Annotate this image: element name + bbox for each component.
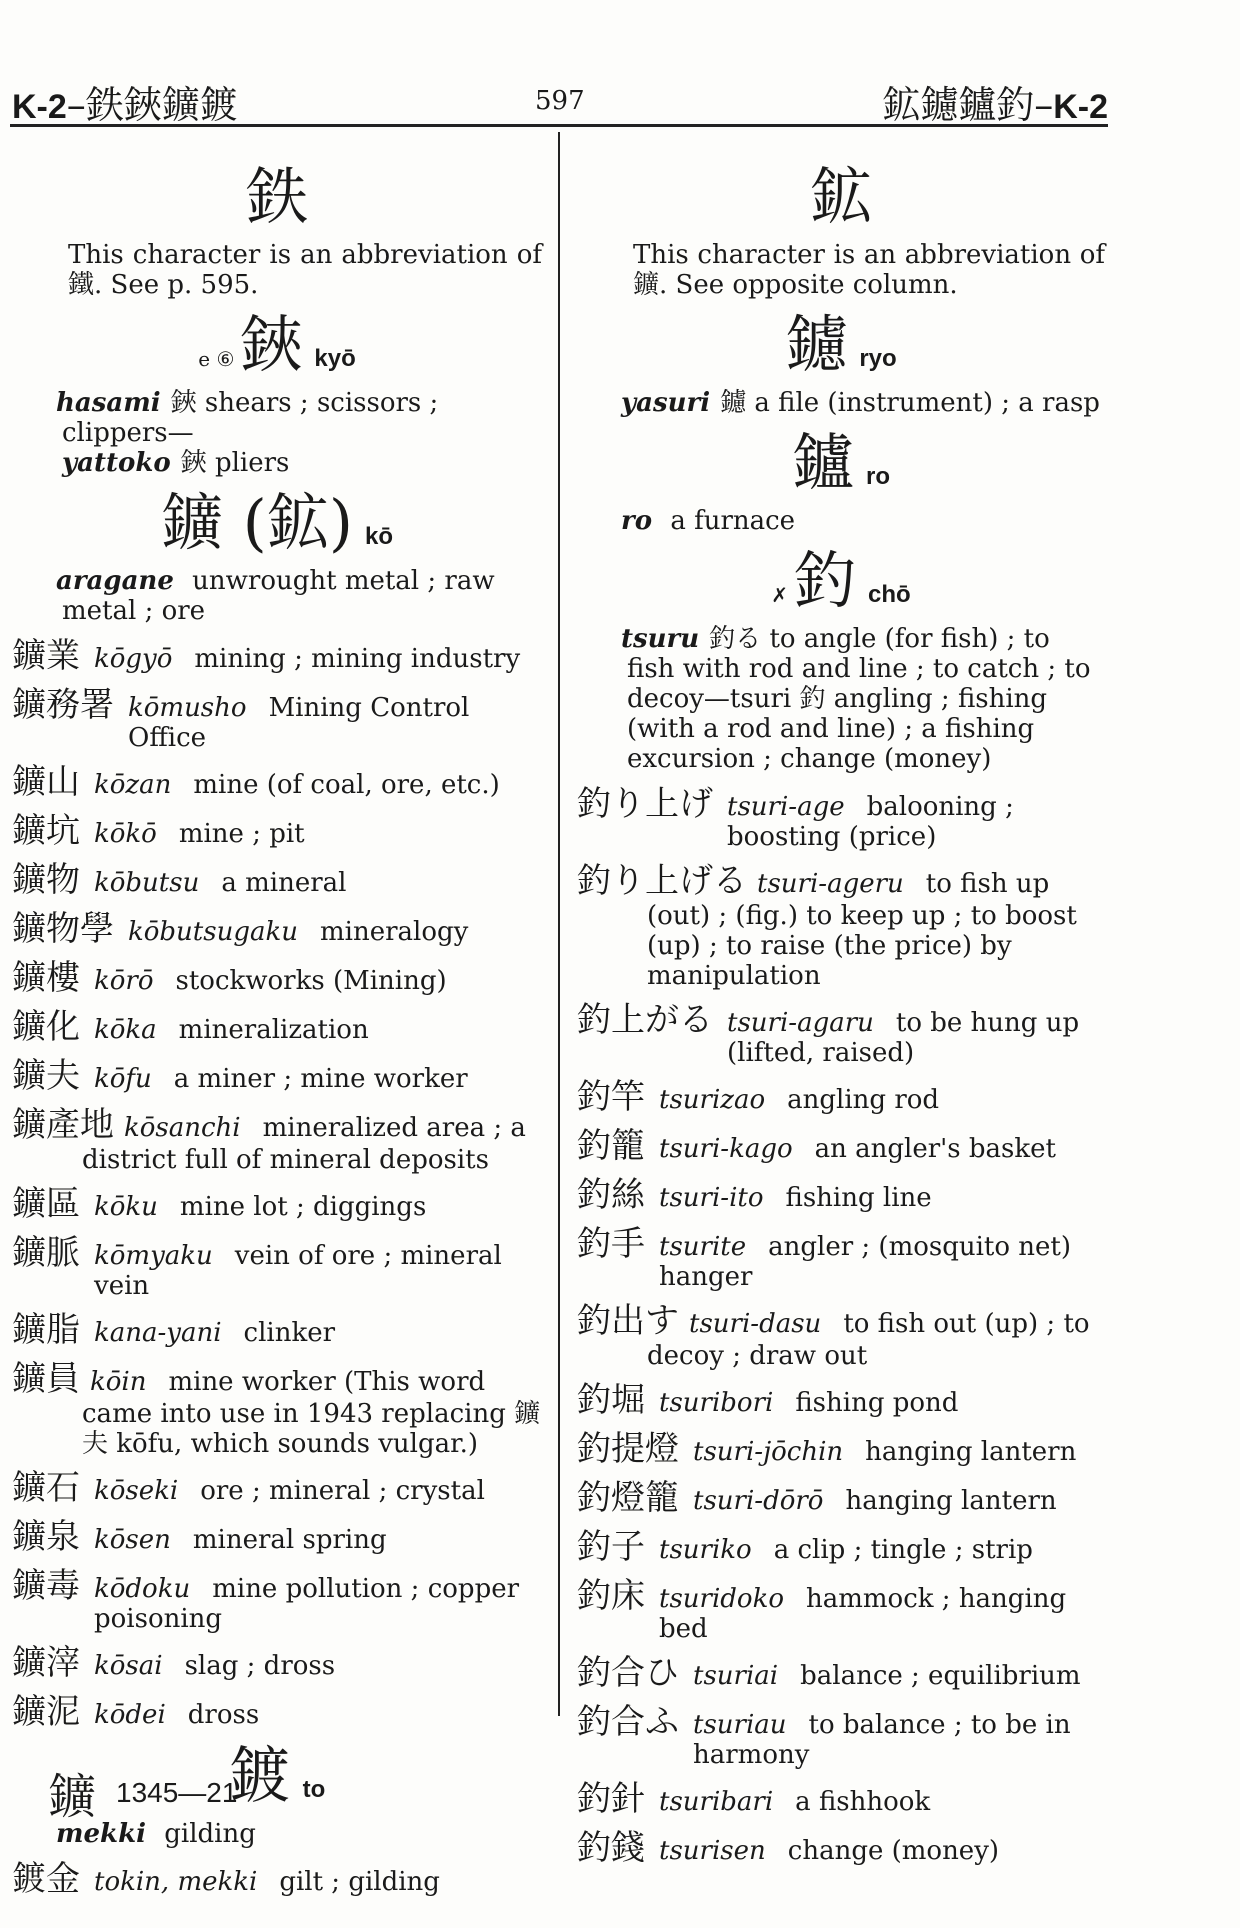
compound-body (645, 1134, 1105, 1164)
romanization: kōzan (94, 770, 172, 800)
romanization: tsuribori (659, 1388, 774, 1418)
gloss: to fish out (up) ; to decoy ; draw out (647, 1309, 1090, 1371)
compound-entry (12, 811, 542, 851)
usage-example (12, 388, 542, 478)
compound-head: 鑛脈 (12, 1233, 80, 1273)
compound-body (114, 917, 542, 947)
header-left (12, 74, 238, 129)
abbreviation-note: This character is an abbreviation of 鐵. See p. 595. (68, 240, 542, 300)
compound-entry (12, 1566, 542, 1634)
usage-example (577, 506, 1105, 536)
compound-head: 釣合ふ (577, 1702, 679, 1742)
compound-entry (12, 1233, 542, 1301)
lemma: tsuru (621, 624, 700, 654)
lemma: yasuri (621, 388, 711, 418)
compound-entry (12, 685, 542, 753)
compound-head: 鑛物學 (12, 909, 114, 949)
lemma: aragane (56, 566, 174, 596)
compound-entry (577, 1301, 1105, 1371)
compound-entry (577, 784, 1105, 852)
gloss: gilt ; gilding (279, 1867, 440, 1897)
compound-head: 釣り上げる (577, 861, 747, 901)
compound-entry (577, 1175, 1105, 1215)
header-right (882, 74, 1108, 129)
gloss: pliers (214, 448, 290, 478)
compound-body (80, 868, 542, 898)
romanization: kana-yani (94, 1318, 222, 1348)
gloss: to be hung up (lifted, raised) (727, 1008, 1080, 1068)
compound-entry (12, 1310, 542, 1350)
gloss: change (money) (787, 1836, 1000, 1866)
usage-example (577, 624, 1105, 774)
romanization: tsuridoko (659, 1584, 784, 1614)
header-left-chars: –鉄鋏鑛鍍 (66, 83, 238, 127)
compound-body (80, 644, 542, 674)
kanji-char: 鍍 (228, 1739, 291, 1812)
romanization: kōin (90, 1367, 147, 1397)
gloss: to angle (for fish) ; to fish with rod and line ; to catch ; to decoy—tsuri 釣 angling ; fishing (with a rod and line) ; a fishing excursion ; change (money) (627, 624, 1091, 774)
compound-body (713, 792, 1105, 852)
romanization: tsurisen (659, 1836, 766, 1866)
gloss: ore ; mineral ; crystal (200, 1476, 485, 1506)
compound-entry (577, 1077, 1105, 1117)
gloss: shears ; scissors ; clippers— (62, 388, 439, 448)
kanji-heading (577, 310, 1105, 380)
gloss: vein of ore ; mineral vein (94, 1241, 502, 1301)
kanji-heading (12, 488, 542, 558)
kanji-char: 鑢 (785, 308, 848, 381)
compound-head: 鑛泉 (12, 1517, 80, 1557)
compound-entry (577, 861, 1105, 991)
romanization: tsuri-agaru (727, 1008, 874, 1038)
compound-head: 鑛夫 (12, 1056, 80, 1096)
header-right-code: K-2 (1053, 88, 1108, 126)
compound-body (80, 1015, 542, 1045)
compound-entry (577, 1779, 1105, 1819)
compound-body (82, 1113, 526, 1175)
compound-head: 釣提燈 (577, 1429, 679, 1469)
compound-body (713, 1008, 1105, 1068)
compound-body (647, 1309, 1090, 1371)
compound-body (80, 1367, 540, 1459)
compound-body (80, 1064, 542, 1094)
romanization: kōmyaku (94, 1241, 213, 1271)
inline-kanji: 釣る (709, 624, 762, 654)
gloss: a file (instrument) ; a rasp (754, 388, 1100, 418)
compound-body (80, 1700, 542, 1730)
compound-head: 鑛泥 (12, 1692, 80, 1732)
gloss: hammock ; hanging bed (659, 1584, 1067, 1644)
compound-head: 鑛山 (12, 762, 80, 802)
kanji-char: 鉄 (245, 160, 308, 233)
compound-body (80, 966, 542, 996)
compound-body (645, 1388, 1105, 1418)
compound-head: 鑛化 (12, 1007, 80, 1047)
gloss: mine worker (This word came into use in 1943 replacing 鑛夫 kōfu, which sounds vulgar.) (82, 1367, 541, 1459)
kanji-char: 鑛 (鉱) (160, 486, 354, 559)
inline-kanji: 鋏 (170, 388, 197, 418)
gloss: Mining Control Office (128, 693, 470, 753)
romanization: kōfu (94, 1064, 152, 1094)
compound-head: 鍍金 (12, 1859, 80, 1899)
compound-entry (577, 1478, 1105, 1518)
gloss: hanging lantern (845, 1486, 1057, 1516)
compound-head: 釣籠 (577, 1126, 645, 1166)
entry-mark: ✗ (771, 583, 789, 607)
compound-body (645, 1535, 1105, 1565)
compound-body (80, 1241, 542, 1301)
compound-head: 釣手 (577, 1224, 645, 1264)
kanji-reading: to (302, 1776, 326, 1803)
page-header (12, 74, 1108, 126)
compound-list (577, 784, 1105, 1868)
compound-head: 釣り上げ (577, 784, 713, 824)
lemma: ro (621, 506, 653, 536)
compound-body (679, 1437, 1105, 1467)
gloss: mine (of coal, ore, etc.) (193, 770, 500, 800)
gloss: a fishhook (795, 1787, 931, 1817)
romanization: kōdei (94, 1700, 166, 1730)
compound-body (80, 770, 542, 800)
compound-head: 鑛物 (12, 860, 80, 900)
compound-entry (12, 1359, 542, 1459)
kanji-heading (12, 162, 542, 232)
compound-head: 釣上がる (577, 1000, 713, 1040)
kanji-reading: kō (365, 523, 394, 550)
compound-body (679, 1486, 1105, 1516)
romanization: kōka (94, 1015, 157, 1045)
romanization: kōgyō (94, 644, 173, 674)
gloss: mine ; pit (178, 819, 305, 849)
compound-body (114, 693, 542, 753)
gloss: balooning ; boosting (price) (727, 792, 1014, 852)
compound-entry (12, 860, 542, 900)
compound-body (80, 1574, 542, 1634)
romanization: kōbutsugaku (128, 917, 298, 947)
romanization: tsuri-dōrō (693, 1486, 824, 1516)
compound-entry (12, 1517, 542, 1557)
compound-entry (577, 1653, 1105, 1693)
romanization: tsuriko (659, 1535, 752, 1565)
kanji-heading (577, 162, 1105, 232)
compound-head: 釣竿 (577, 1077, 645, 1117)
compound-head: 鑛脂 (12, 1310, 80, 1350)
compound-entry (12, 1184, 542, 1224)
compound-body (80, 1867, 542, 1897)
romanization: tsuriau (693, 1710, 787, 1740)
gloss: mineral spring (192, 1525, 387, 1555)
compound-entry (577, 1126, 1105, 1166)
gloss: angler ; (mosquito net) hanger (659, 1232, 1072, 1292)
header-rule (10, 124, 1108, 127)
usage-example (12, 566, 542, 626)
compound-entry (12, 1643, 542, 1683)
page-number: 597 (535, 86, 585, 116)
kanji-char: 鑪 (791, 426, 854, 499)
gloss: fishing pond (795, 1388, 959, 1418)
header-right-chars: 鉱鑢鑪釣– (882, 83, 1054, 127)
gloss: mining ; mining industry (194, 644, 521, 674)
compound-head: 釣床 (577, 1576, 645, 1616)
lemma: hasami (56, 388, 161, 418)
gloss: balance ; equilibrium (800, 1661, 1081, 1691)
gloss: mine lot ; diggings (179, 1192, 427, 1222)
compound-head: 鑛滓 (12, 1643, 80, 1683)
compound-head: 釣合ひ (577, 1653, 679, 1693)
footer-kanji: 鑛 (48, 1769, 97, 1825)
romanization: tsurite (659, 1232, 747, 1262)
romanization: kōbutsu (94, 868, 200, 898)
compound-entry (12, 1859, 542, 1899)
gloss: stockworks (Mining) (175, 966, 447, 996)
romanization: tsuri-age (727, 792, 845, 822)
abbreviation-note: This character is an abbreviation of 鑛. See opposite column. (633, 240, 1105, 300)
kanji-char: 鉱 (809, 160, 872, 233)
compound-head: 鑛區 (12, 1184, 80, 1224)
gloss: an angler's basket (814, 1134, 1056, 1164)
gloss: a miner ; mine worker (173, 1064, 468, 1094)
compound-head: 鑛員 (12, 1359, 80, 1399)
romanization: kōmusho (128, 693, 247, 723)
compound-head: 鑛業 (12, 636, 80, 676)
gloss: unwrought metal ; raw metal ; ore (62, 566, 495, 626)
compound-head: 釣絲 (577, 1175, 645, 1215)
gloss: hanging lantern (865, 1437, 1077, 1467)
lemma: mekki (56, 1819, 146, 1849)
romanization: tsuri-kago (659, 1134, 793, 1164)
romanization: tsuribari (659, 1787, 774, 1817)
compound-head: 釣堀 (577, 1380, 645, 1420)
compound-entry (12, 1007, 542, 1047)
kanji-reading: chō (868, 581, 911, 608)
column-divider (558, 132, 560, 1716)
gloss: fishing line (785, 1183, 932, 1213)
compound-body (645, 1085, 1105, 1115)
compound-body (645, 1584, 1105, 1644)
romanization: tsuri-ito (659, 1183, 764, 1213)
compound-body (679, 1661, 1105, 1691)
entry-mark: e ⑥ (198, 347, 235, 371)
compound-entry (12, 1056, 542, 1096)
romanization: kōku (94, 1192, 158, 1222)
compound-head: 釣錢 (577, 1828, 645, 1868)
romanization: tsuri-dasu (689, 1309, 822, 1339)
compound-entry (12, 1105, 542, 1175)
gloss: to balance ; to be in harmony (693, 1710, 1071, 1770)
compound-body (80, 1192, 542, 1222)
kanji-reading: ryo (859, 345, 897, 372)
kanji-heading (12, 310, 542, 380)
romanization: tokin, mekki (94, 1867, 258, 1897)
gloss: dross (187, 1700, 260, 1730)
romanization: kōsanchi (124, 1113, 241, 1143)
left-column (12, 160, 542, 1908)
romanization: kōseki (94, 1476, 179, 1506)
compound-entry (12, 1692, 542, 1732)
compound-entry (12, 909, 542, 949)
compound-body (80, 1318, 542, 1348)
kanji-char: 釣 (794, 544, 857, 617)
compound-body (80, 1476, 542, 1506)
compound-list (12, 636, 542, 1732)
gloss: a mineral (221, 868, 347, 898)
compound-body (80, 1525, 542, 1555)
gloss: clinker (243, 1318, 336, 1348)
compound-entry (577, 1380, 1105, 1420)
footer-ref: 1345—21 (116, 1776, 238, 1808)
compound-entry (577, 1828, 1105, 1868)
compound-head: 釣出す (577, 1301, 679, 1341)
compound-head: 鑛毒 (12, 1566, 80, 1606)
inline-kanji: 鑢 (720, 388, 747, 418)
compound-body (645, 1232, 1105, 1292)
compound-body (679, 1710, 1105, 1770)
romanization: tsurizao (659, 1085, 766, 1115)
gloss: mine pollution ; copper poisoning (94, 1574, 520, 1634)
romanization: tsuriai (693, 1661, 779, 1691)
gloss: a furnace (670, 506, 796, 536)
gloss: gilding (164, 1819, 256, 1849)
right-column (577, 160, 1105, 1877)
romanization: kōdoku (94, 1574, 191, 1604)
gloss: slag ; dross (184, 1651, 336, 1681)
romanization: kōsen (94, 1525, 171, 1555)
kanji-heading (577, 546, 1105, 616)
romanization: tsuri-ageru (757, 869, 904, 899)
gloss: mineralogy (319, 917, 469, 947)
romanization: kōkō (94, 819, 157, 849)
romanization: kōrō (94, 966, 154, 996)
compound-head: 鑛務署 (12, 685, 114, 725)
compound-body (80, 1651, 542, 1681)
compound-head: 鑛樓 (12, 958, 80, 998)
gloss: a clip ; tingle ; strip (773, 1535, 1033, 1565)
gloss: to fish up (out) ; (fig.) to keep up ; to boost (up) ; to raise (the price) by manipulation (647, 869, 1077, 991)
inline-kanji: 鋏 (180, 448, 207, 478)
gloss: mineralized area ; a district full of mineral deposits (82, 1113, 526, 1175)
compound-entry (12, 1468, 542, 1508)
compound-head: 鑛石 (12, 1468, 80, 1508)
kanji-char: 鋏 (240, 308, 303, 381)
compound-entry (12, 958, 542, 998)
compound-entry (577, 1527, 1105, 1567)
compound-body (645, 1183, 1105, 1213)
compound-head: 鑛產地 (12, 1105, 114, 1145)
compound-head: 釣燈籠 (577, 1478, 679, 1518)
kanji-reading: kyō (314, 345, 356, 372)
compound-entry (577, 1576, 1105, 1644)
romanization: tsuri-jōchin (693, 1437, 844, 1467)
compound-head: 鑛坑 (12, 811, 80, 851)
gloss: mineralization (178, 1015, 369, 1045)
usage-example (577, 388, 1105, 418)
compound-body (645, 1787, 1105, 1817)
header-left-code: K-2 (12, 88, 67, 126)
compound-head: 釣針 (577, 1779, 645, 1819)
compound-entry (577, 1000, 1105, 1068)
kanji-reading: ro (866, 463, 890, 490)
compound-body (80, 819, 542, 849)
romanization: kōsai (94, 1651, 163, 1681)
kanji-heading (577, 428, 1105, 498)
lemma: yattoko (62, 448, 171, 478)
compound-entry (12, 762, 542, 802)
compound-entry (577, 1224, 1105, 1292)
compound-head: 釣子 (577, 1527, 645, 1567)
gloss: angling rod (787, 1085, 940, 1115)
compound-entry (577, 1702, 1105, 1770)
compound-entry (577, 1429, 1105, 1469)
page-footer (48, 1758, 237, 1827)
compound-entry (12, 636, 542, 676)
compound-body (645, 1836, 1105, 1866)
